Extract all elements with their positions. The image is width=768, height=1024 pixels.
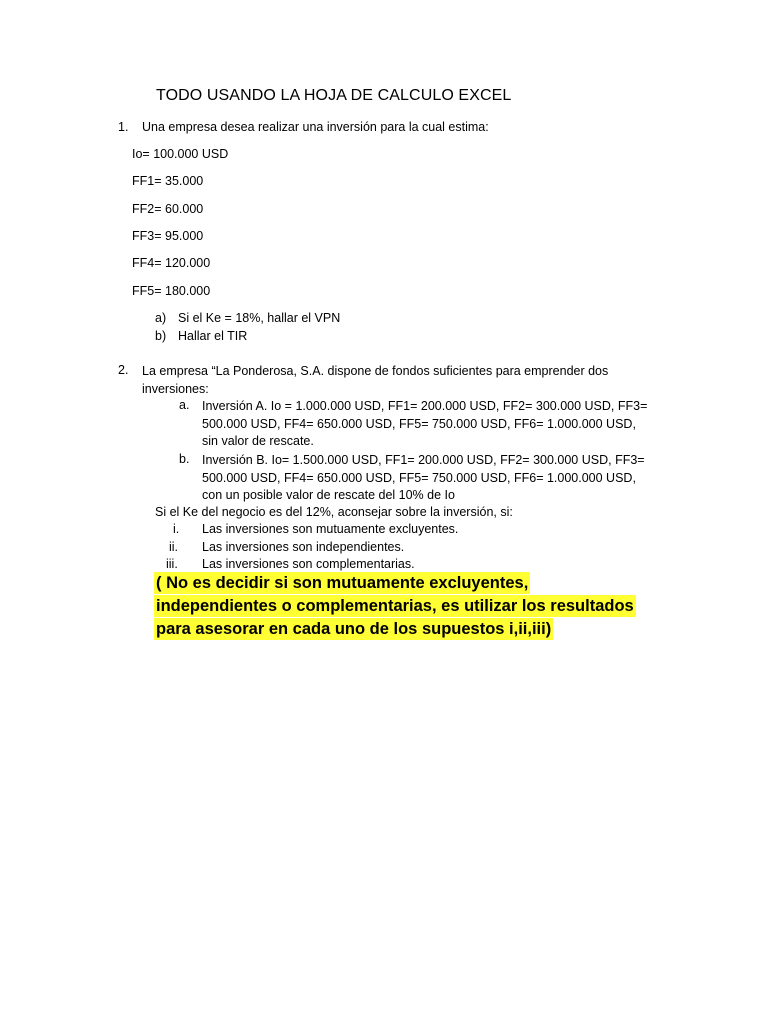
q1-sub-a-text: Si el Ke = 18%, hallar el VPN (178, 311, 341, 325)
q1-value-io: Io= 100.000 USD (132, 147, 229, 161)
q1-number: 1. (118, 120, 129, 134)
q2-item-b-marker: b. (179, 452, 190, 466)
q2-ke-text: Si el Ke del negocio es del 12%, aconsejar sobre la inversión, si: (155, 505, 513, 519)
q1-value-ff3: FF3= 95.000 (132, 229, 204, 243)
q1-value-ff4: FF4= 120.000 (132, 256, 211, 270)
q1-value-ff5: FF5= 180.000 (132, 284, 211, 298)
q1-sub-b-marker: b) (155, 329, 167, 343)
q2-case-ii-marker: ii. (169, 540, 179, 554)
q2-case-iii-marker: iii. (166, 557, 178, 571)
q2-case-iii-text: Las inversiones son complementarias. (202, 557, 415, 571)
page-title: TODO USANDO LA HOJA DE CALCULO EXCEL (156, 87, 512, 104)
q1-value-ff1: FF1= 35.000 (132, 174, 204, 188)
q2-case-i-text: Las inversiones son mutuamente excluyentes. (202, 522, 459, 536)
highlighted-note-text: ( No es decidir si son mutuamente excluyentes, independientes o complementarias, es utilizar los resultados para asesorar en cada uno de los supuestos i,ii,iii) (156, 574, 634, 638)
q2-item-a-text: Inversión A. Io = 1.000.000 USD, FF1= 200.000 USD, FF2= 300.000 USD, FF3= 500.000 USD, FF4= 650.000 USD, FF5= 750.000 USD, FF6= 1.000.000 USD, sin valor de rescate. (202, 399, 648, 448)
q2-item-b-text: Inversión B. Io= 1.500.000 USD, FF1= 200.000 USD, FF2= 300.000 USD, FF3= 500.000 USD, FF4= 650.000 USD, FF5= 750.000 USD, FF6= 1.000.000 USD, con un posible valor de rescate del 10% de Io (202, 453, 645, 502)
q2-case-ii-text: Las inversiones son independientes. (202, 540, 405, 554)
highlighted-note (154, 572, 650, 641)
q2-item-a-marker: a. (179, 398, 190, 412)
q2-number: 2. (118, 363, 129, 377)
q1-text: Una empresa desea realizar una inversión para la cual estima: (142, 120, 489, 134)
q1-value-ff2: FF2= 60.000 (132, 202, 204, 216)
q2-case-i-marker: i. (173, 522, 180, 536)
q1-sub-a-marker: a) (155, 311, 167, 325)
q1-sub-b-text: Hallar el TIR (178, 329, 248, 343)
q2-text: La empresa “La Ponderosa, S.A. dispone de fondos suficientes para emprender dos inversiones: (142, 364, 609, 396)
